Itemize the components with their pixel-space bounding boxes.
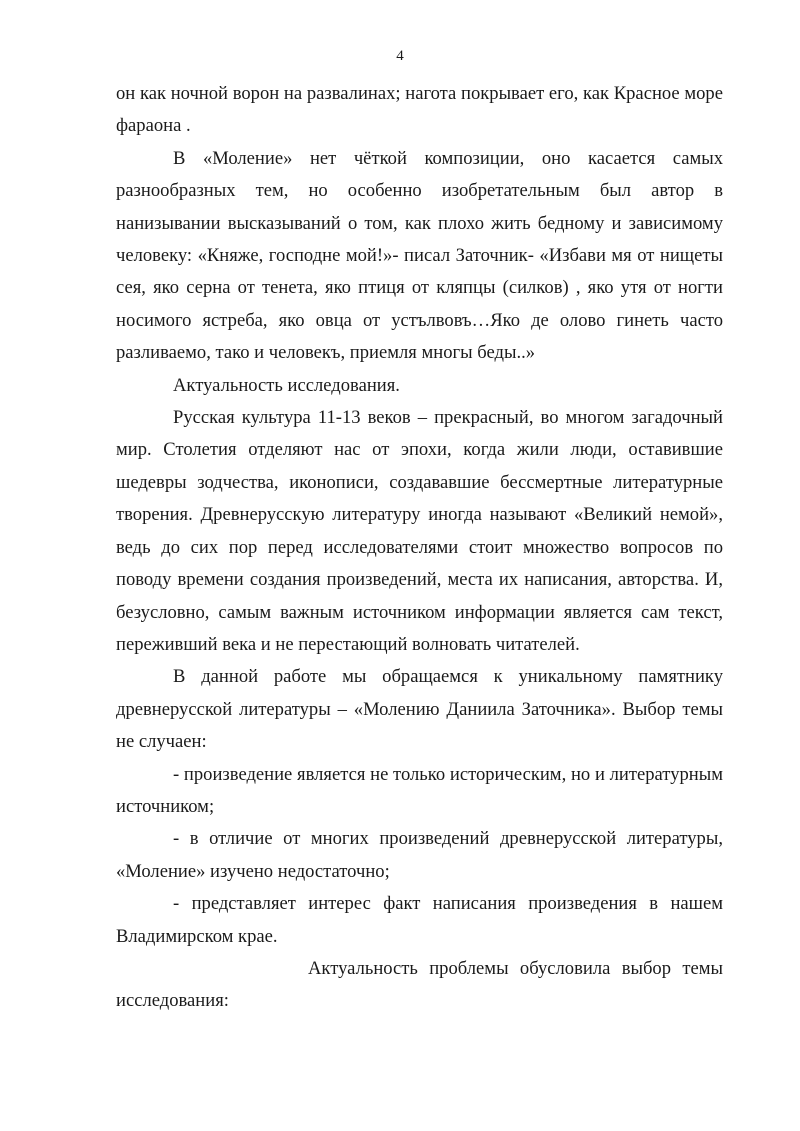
section-heading-relevance: Актуальность исследования. <box>173 374 400 396</box>
paragraph-topic-choice: В данной работе мы обращаемся к уникальному памятнику древнерусской литературы – «Молению Даниила Заточника». Выбор темы не случаен: <box>116 666 723 753</box>
list-item-understudied: - в отличие от многих произведений древнерусской литературы, «Моление» изучено недостаточно; <box>116 828 723 882</box>
list-item-literary-source: - произведение является не только историческим, но и литературным источником; <box>116 763 723 817</box>
document-body <box>116 78 723 1018</box>
paragraph-russian-culture: Русская культура 11-13 веков – прекрасный, во многом загадочный мир. Столетия отделяют нас от эпохи, когда жили люди, оставившие шедевры зодчества, иконописи, создававшие бессмертные литературные творения. Древнерусскую литературу иногда называют «Великий немой», ведь до сих пор перед исследователями стоит множество вопросов по поводу времени создания произведений, места их написания, авторства. И, безусловно, самым важным источником информации является сам текст, переживший века и не перестающий волновать читателей. <box>116 407 723 655</box>
paragraph-problem-relevance: Актуальность проблемы обусловила выбор темы исследования: <box>116 957 723 1012</box>
page-number: 4 <box>396 48 404 64</box>
paragraph-continuation: он как ночной ворон на развалинах; нагота покрывает его, как Красное море фараона . <box>116 83 723 137</box>
paragraph-composition-quote: В «Моление» нет чёткой композиции, оно касается самых разнообразных тем, но особенно изобретательным был автор в нанизывании высказываний о том, как плохо жить бедному и зависимому человеку: «Княже, господне мой!»- писал Заточник- «Избави мя от нищеты сея, яко серна от тенета, яко птиця от кляпцы (силков) , яко утя от ногти носимого ястреба, яко овца от устълвовъ…Яко де олово гинеть часто разливаемо, тако и человекъ, приемля многы беды..» <box>116 147 723 364</box>
list-item-vladimir-region: - представляет интерес факт написания произведения в нашем Владимирском крае. <box>116 893 723 947</box>
